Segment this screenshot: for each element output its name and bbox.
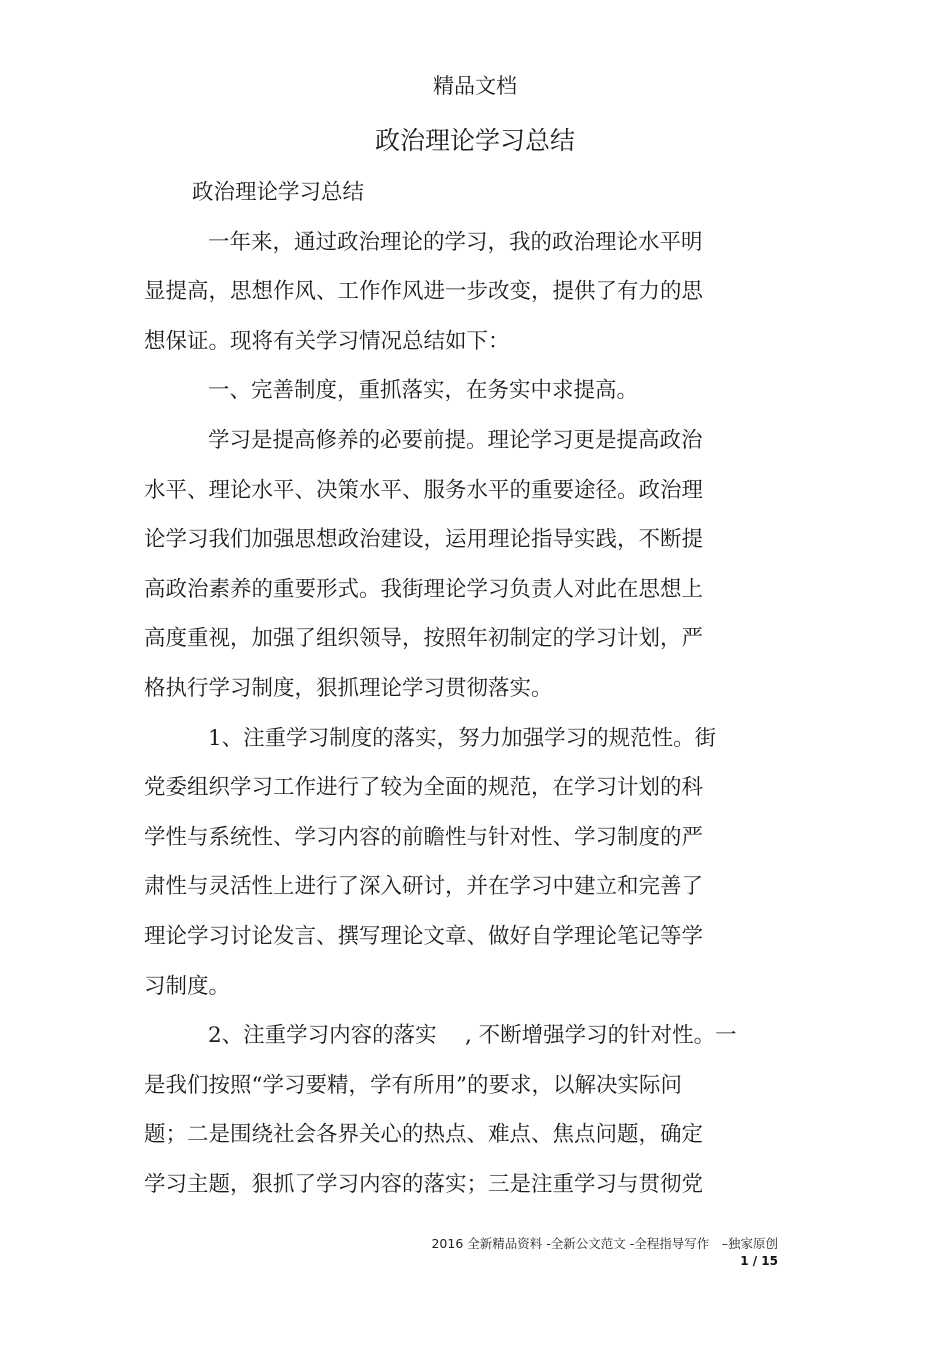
document-title: 政治理论学习总结	[374, 126, 575, 155]
body-line: 党委组织学习工作进行了较为全面的规范，在学习计划的科	[144, 775, 704, 801]
page-header: 精品文档	[433, 74, 517, 98]
body-line: 2、注重学习内容的落实 , 不断增强学习的针对性。一	[208, 1023, 737, 1049]
body-line: 学习是提高修养的必要前提。理论学习更是提高政治	[208, 427, 703, 453]
body-line: 一年来，通过政治理论的学习，我的政治理论水平明	[208, 229, 703, 255]
body-line: 学习主题，狠抓了学习内容的落实；三是注重学习与贯彻党	[144, 1171, 704, 1197]
body-line: 学性与系统性、学习内容的前瞻性与针对性、学习制度的严	[144, 824, 704, 850]
body-line: 习制度。	[144, 973, 231, 999]
body-line: 一、完善制度，重抓落实，在务实中求提高。	[208, 378, 639, 404]
body-line: 是我们按照“学习要精，学有所用”的要求，以解决实际问	[144, 1072, 682, 1098]
page-number: 1 / 15	[740, 1254, 778, 1268]
body-line: 政治理论学习总结	[192, 180, 365, 205]
body-line: 想保证。现将有关学习情况总结如下：	[144, 328, 510, 354]
body-line: 显提高，思想作风、工作作风进一步改变，提供了有力的思	[144, 279, 704, 305]
body-line: 水平、理论水平、决策水平、服务水平的重要途径。政治理	[144, 477, 704, 503]
body-line: 格执行学习制度，狠抓理论学习贯彻落实。	[144, 675, 553, 701]
body-line: 肃性与灵活性上进行了深入研讨，并在学习中建立和完善了	[144, 874, 704, 900]
body-line: 理论学习讨论发言、撰写理论文章、做好自学理论笔记等学	[144, 923, 704, 949]
body-line: 题；二是围绕社会各界关心的热点、难点、焦点问题，确定	[144, 1122, 704, 1148]
body-line: 论学习我们加强思想政治建设，运用理论指导实践，不断提	[144, 527, 704, 553]
body-line: 1、注重学习制度的落实，努力加强学习的规范性。街	[208, 725, 717, 751]
document-body	[144, 168, 744, 1209]
page-footer: 2016 全新精品资料 -全新公文范文 -全程指导写作 –独家原创	[431, 1236, 778, 1251]
body-line: 高政治素养的重要形式。我街理论学习负责人对此在思想上	[144, 576, 704, 602]
body-line: 高度重视，加强了组织领导，按照年初制定的学习计划，严	[144, 626, 704, 652]
